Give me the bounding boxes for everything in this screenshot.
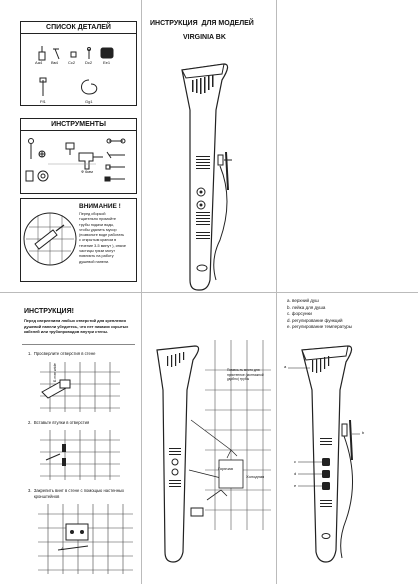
warning-line: течение 3-5 минут ), иначе <box>79 243 126 248</box>
note-line: Помесь-ть место для <box>227 368 260 372</box>
warning-line: с открытым краном в <box>79 238 117 243</box>
callout-b: b <box>362 430 365 435</box>
warning-text <box>79 212 126 265</box>
step-3-line: кронштейнов <box>28 494 60 499</box>
page-title-line2: VIRGINIA BK <box>183 34 226 41</box>
step-1-text: 1. Просверлите отверстия в стене <box>28 351 96 356</box>
tools-box <box>20 118 137 194</box>
step-3-line: 3. Закрепить винт в стене с помощью настенных <box>28 488 125 493</box>
part-label-dc2: Dс2 <box>85 60 93 65</box>
cold-water-label: Холодная <box>246 474 265 479</box>
dimension-label: Б mm wide <box>53 363 57 382</box>
callout-c: c <box>294 459 296 464</box>
note-line: пристенное (монтажной <box>227 372 264 377</box>
step-2-anchor-illustration <box>40 430 130 480</box>
tools-icons <box>21 119 138 195</box>
drill-size-label: Ф 6мм <box>81 169 93 174</box>
page-title-line1: ИНСТРУКЦИЯ ДЛЯ МОДЕЛЕЙ <box>150 20 254 27</box>
legend-item: а. верхний душ <box>287 298 319 303</box>
warning-line: трубы подачи воды, <box>79 222 115 227</box>
page-divider-h <box>0 292 418 293</box>
intro-line: кабелей или трубопроводов внутри стены. <box>24 329 109 334</box>
warning-line: (позвольте воде работать <box>79 233 125 238</box>
step-2-text: 2. Вставьте втулки в отверстия <box>28 420 90 425</box>
callout-d: d <box>294 471 297 476</box>
step-3-bracket-illustration <box>38 504 138 574</box>
part-label-ff1: Ff1 <box>40 99 46 104</box>
shower-panel-front-view <box>160 50 290 290</box>
note-line: удобно) трубы <box>227 377 250 382</box>
instruction-intro <box>24 318 128 335</box>
callout-e: e <box>294 483 297 488</box>
installation-note <box>227 368 264 382</box>
instruction-title: ИНСТРУКЦИЯ! <box>24 308 74 315</box>
parts-list-title: СПИСОК ДЕТАЛЕЙ <box>21 22 136 34</box>
intro-line: душевой панели убедитесь, что нет никаких скрытых <box>24 323 129 329</box>
intro-rule <box>22 344 135 345</box>
warning-box <box>20 198 137 282</box>
function-legend <box>287 298 352 331</box>
warning-line: Перед сборкой <box>79 212 106 216</box>
part-label-aa4: Аа4 <box>35 60 43 65</box>
hot-water-label: Горячая <box>218 466 233 471</box>
part-label-cc2: Сс2 <box>68 60 76 65</box>
intro-line: Перед сверлением любых отверстий для крепления <box>24 318 126 323</box>
warning-illustration <box>21 199 81 279</box>
tools-title: ИНСТРУМЕНТЫ <box>21 119 136 131</box>
parts-list-box <box>20 21 137 106</box>
part-label-bb4: Вв4 <box>51 60 59 65</box>
warning-line: повлиять на работу <box>79 254 114 259</box>
installation-grid-diagram <box>145 330 275 570</box>
warning-line: тщательно промойте <box>79 217 116 222</box>
warning-line: душевой панели. <box>79 259 110 264</box>
part-label-ee1: Ее1 <box>103 60 111 65</box>
legend-item: е. регулирование температуры <box>287 324 353 329</box>
legend-item: d. регулирование функций <box>287 317 343 323</box>
legend-item: b. лейка для душа <box>287 304 326 310</box>
warning-title: ВНИМАНИЕ ! <box>79 203 121 210</box>
fastener-label-a: А <box>61 546 64 551</box>
warning-line: частицы грязи могут <box>79 249 115 254</box>
callout-a: a <box>284 364 287 369</box>
warning-line: чтобы удалить мусор <box>79 227 117 232</box>
step-3-text <box>28 488 124 500</box>
shower-panel-labeled-view <box>280 340 400 580</box>
part-label-gg1: Gg1 <box>85 99 93 104</box>
legend-item: с. форсунки <box>287 311 312 316</box>
